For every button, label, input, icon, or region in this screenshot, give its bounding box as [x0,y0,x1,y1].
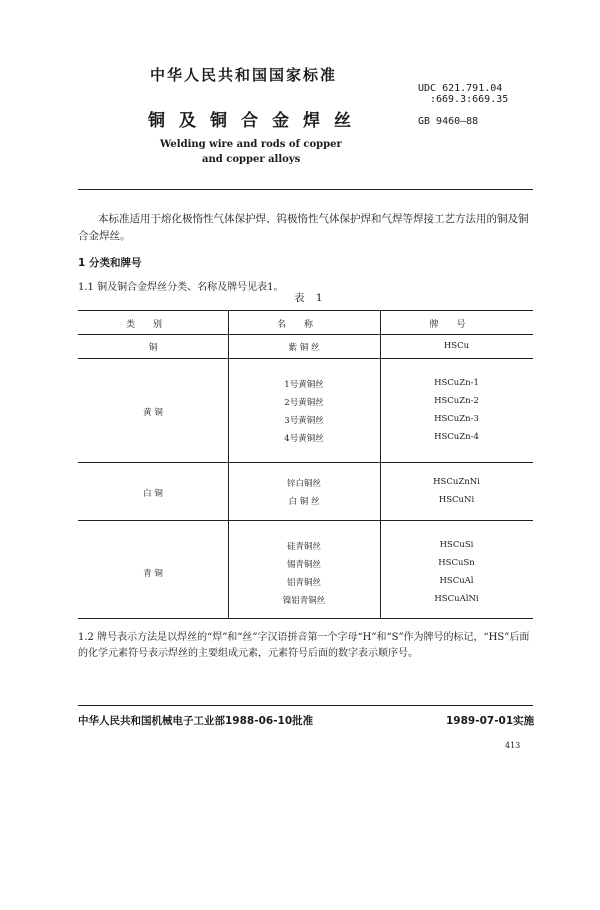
document-title-en-line-2: and copper alloys [202,154,301,165]
item-name: 白 铜 丝 [288,497,320,507]
item-name: 4号黄铜丝 [284,434,324,444]
item-name: 紫 铜 丝 [288,343,320,353]
item-name: 3号黄铜丝 [284,416,324,426]
document-title-cn: 铜及铜合金焊丝 [148,111,365,131]
footer-divider [78,705,533,706]
udc-line-2: :669.3:669.35 [430,94,509,105]
item-code: HSCuNi [438,495,475,505]
item-code: HSCu [443,341,470,351]
category-copper: 铜 [148,343,158,353]
alloy-table [78,310,533,618]
item-name: 铝青铜丝 [286,578,321,588]
item-code: HSCuAl [439,576,474,586]
table-column-rule [380,310,381,618]
table-row-rule [78,358,533,359]
item-code: HSCuZn-4 [434,432,479,442]
item-name: 镍铝青铜丝 [282,596,326,606]
table-caption: 表 1 [294,292,327,304]
udc-line-1: UDC 621.791.04 [418,83,503,94]
item-code: HSCuAlNi [434,594,479,604]
header-code: 牌号 [429,320,484,330]
intro-paragraph: 本标准适用于熔化极惰性气体保护焊、钨极惰性气体保护焊和气焊等焊接工艺方法用的铜及铜合金焊丝。 [78,213,529,242]
paragraph-1-2: 1.2 牌号表示方法是以焊丝的“焊”和“丝”字汉语拼音第一个字母“H”和“S”作为牌号的标记，“HS”后面的化学元素符号表示焊丝的主要组成元素，元素符号后面的数字表示顺序号。 [78,632,530,659]
udc-code [418,83,508,105]
category-bronze: 青 铜 [143,569,163,579]
item-name: 1号黄铜丝 [284,380,324,390]
approval-statement: 中华人民共和国机械电子工业部1988-06-10批准 [78,715,314,727]
table-column-rule [228,310,229,618]
table-row-rule [78,520,533,521]
paragraph-1-1: 1.1 铜及铜合金焊丝分类、名称及牌号见表1。 [78,282,284,293]
header-category: 类别 [125,320,180,330]
document-title-en-line-1: Welding wire and rods of copper [160,139,342,150]
section-heading-1: 1 分类和牌号 [78,257,142,269]
table-bottom-border [78,618,533,619]
gb-number: GB 9460—88 [418,116,479,127]
standard-title: 中华人民共和国国家标准 [150,66,338,84]
category-brass: 黄 铜 [143,408,163,418]
category-cupronickel: 白 铜 [143,489,163,499]
item-code: HSCuSi [439,540,474,550]
item-code: HSCuZn-1 [434,378,479,388]
table-header-rule [78,334,533,335]
table-top-border [78,310,533,311]
item-name: 2号黄铜丝 [284,398,324,408]
table-row-rule [78,462,533,463]
item-code: HSCuZn-3 [434,414,479,424]
implementation-date: 1989-07-01实施 [446,715,535,727]
header-name: 名称 [276,320,331,330]
item-code: HSCuSn [438,558,475,568]
item-name: 锌白铜丝 [286,479,321,489]
header-divider [78,189,533,190]
page-number: 413 [505,741,521,750]
item-name: 硅青铜丝 [286,542,321,552]
item-code: HSCuZn-2 [434,396,479,406]
item-name: 锡青铜丝 [286,560,321,570]
item-code: HSCuZnNi [433,477,480,487]
